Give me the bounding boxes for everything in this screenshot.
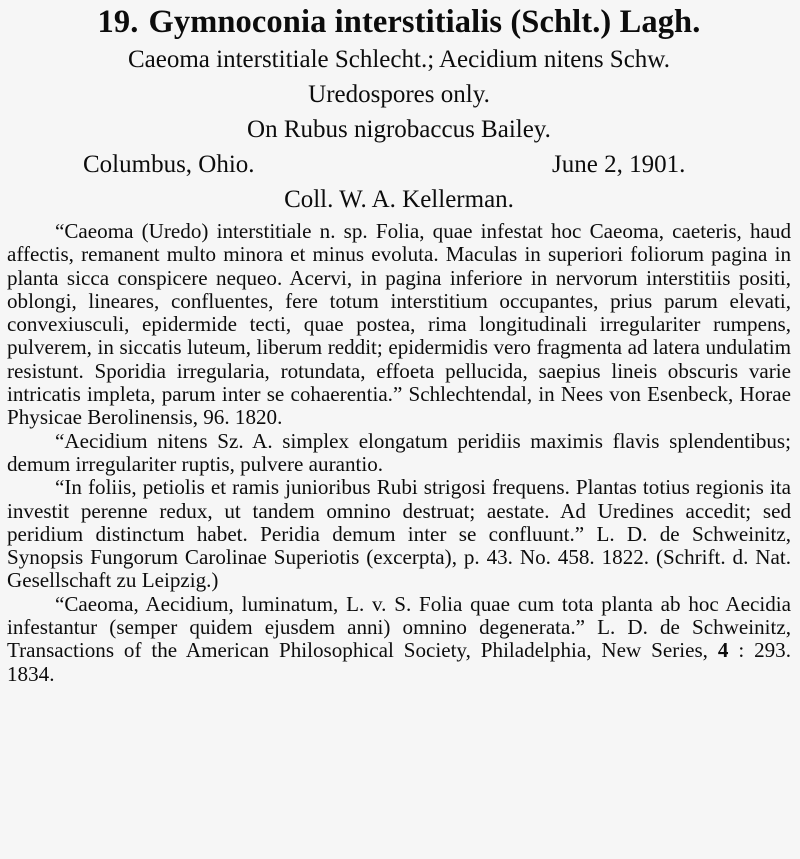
species-title (7, 0, 791, 42)
paragraph-text: “Caeoma, Aecidium, luminatum, L. v. S. Folia quae cum tota planta ab hoc Aecidia infestantur (semper quidem ejusdem anni) omnino degenerata.” L. D. de Schweinitz, Transactions of the American Philosophical Society, Philadelphia, New Series, (7, 591, 791, 663)
locality-date-line (7, 147, 791, 182)
locality: Columbus, Ohio. (83, 151, 255, 178)
entry-number: 19. (97, 4, 139, 40)
volume-number: 4 (717, 638, 729, 663)
collector-line: Coll. W. A. Kellerman. (284, 186, 514, 213)
host-line: On Rubus nigrobaccus Bailey. (247, 116, 551, 143)
spore-note-line: Uredospores only. (308, 81, 490, 108)
synonyms-line: Caeoma interstitiale Schlecht.; Aecidium nitens Schw. (127, 46, 670, 73)
page-year: : 293. 1834. (7, 638, 791, 686)
species-name: Gymnoconia interstitialis (Schlt.) Lagh. (148, 4, 701, 40)
paragraph-schweinitz-synopsis: “In foliis, petiolis et ramis junioribus Rubi strigosi frequens. Plantas totius regionis ita investit perenne redux, ut tandem omnino destruat; aestate. Ad Uredines accedit; sed peridium distinctum habet. Peridia demum inter se confluunt.” L. D. de Schweinitz, Synopsis Fungorum Carolinae Superiotis (excerpta), p. 43. No. 458. 1822. (Schrift. d. Nat. Gesellschaft zu Leipzig.) (7, 475, 791, 593)
paragraph-schweinitz-transactions (7, 593, 791, 686)
paragraph-aecidium-nitens: “Aecidium nitens Sz. A. simplex elongatum peridiis maximis flavis splendentibus; demum irregulariter ruptis, pulvere aurantio. (7, 428, 791, 476)
paragraph-schlechtendal: “Caeoma (Uredo) interstitiale n. sp. Folia, quae infestat hoc Caeoma, caeteris, haud affectis, remanent multo minora et minus evoluta. Maculas in superiori foliorum pagina in planta sicca conspicere nequeo. Acervi, in pagina inferiore in nervorum interstitiis positi, oblongi, lineares, confluentes, fere totum interstitium occupantes, prius parum elevati, convexiusculi, epidermide tecti, quae postea, rima longitudinali irregulariter rumpens, pulverem, in siccatis luteum, liberum reddit; epidermidis vero fragmenta ad latera undulatim resistunt. Sporidia irregularia, rotundata, effoeta pellucida, saepius lineis obscuris varie intricatis impleta, parum inter se cohaerentia.” Schlechtendal, in Nees von Esenbeck, Horae Physicae Berolinensis, 96. 1820. (7, 219, 791, 430)
description-body (7, 220, 791, 686)
collection-date: June 2, 1901. (552, 151, 686, 178)
